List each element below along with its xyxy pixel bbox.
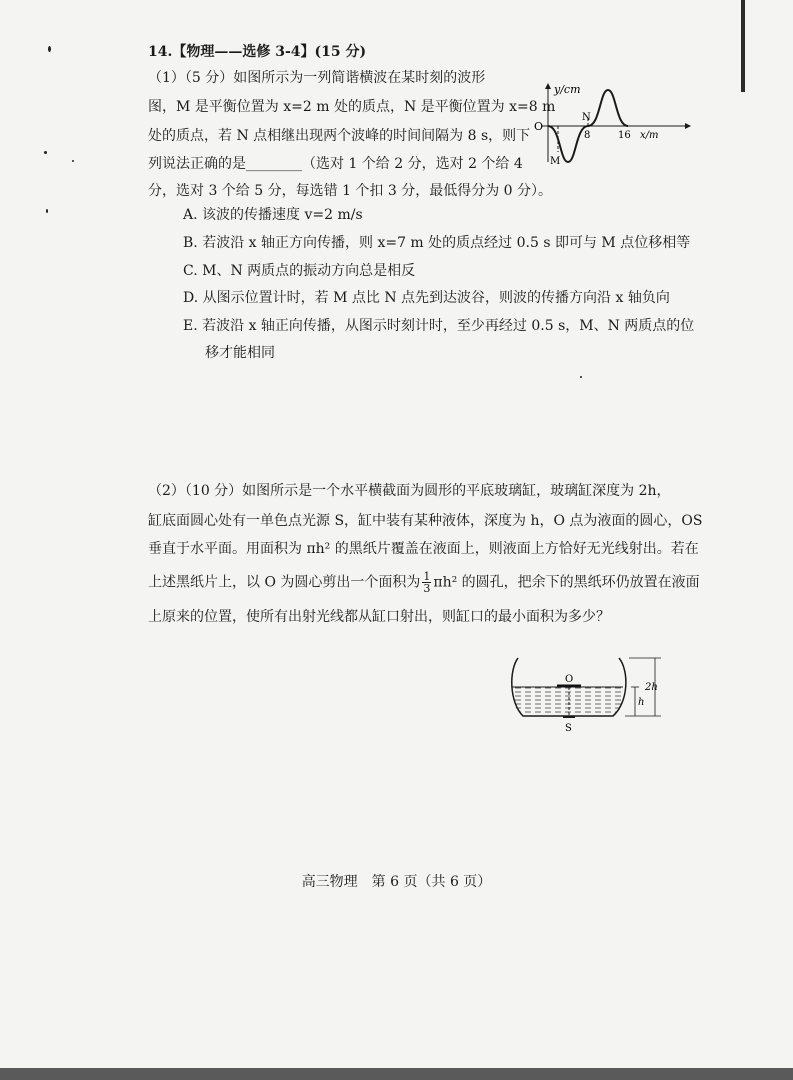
scan-speck: [72, 160, 74, 162]
part2-line-3: 垂直于水平面。用面积为 πh² 的黑纸片覆盖在液面上，则液面上方恰好无光线射出。若在: [148, 541, 699, 557]
option-b: B. 若波沿 x 轴正方向传播，则 x=7 m 处的质点经过 0.5 s 即可与 M 点位移相等: [183, 235, 691, 251]
part1-line-2: 图，M 是平衡位置为 x=2 m 处的质点，N 是平衡位置为 x=8 m: [148, 99, 556, 115]
origin-label: O: [534, 120, 544, 133]
scan-bottom-band: [0, 1068, 793, 1080]
label-o: O: [565, 674, 574, 685]
x-axis-label: x/m: [640, 130, 659, 141]
page-footer: 高三物理 第 6 页（共 6 页）: [301, 874, 492, 890]
tick-16: 16: [618, 130, 631, 141]
scan-speck: [44, 151, 47, 154]
label-s: S: [565, 723, 572, 734]
scan-speck: [580, 376, 582, 378]
fraction-one-third: $\frac{1}{3}$: [423, 570, 431, 595]
part2-line-5: 上原来的位置，使所有出射光线都从缸口射出，则缸口的最小面积为多少？: [148, 609, 610, 625]
option-e-continuation: 移才能相同: [205, 345, 275, 361]
part2-line-1: （2）（10 分）如图所示是一个水平横截面为圆形的平底玻璃缸，玻璃缸深度为 2h，: [148, 483, 671, 499]
question-title: 14.【物理——选修 3-4】(15 分): [148, 44, 367, 60]
part1-line-1: （1）（5 分）如图所示为一列简谐横波在某时刻的波形: [148, 70, 486, 86]
part2-line-4: 上述黑纸片上，以 O 为圆心剪出一个面积为 $\frac{1}{3}$ πh² 的圆孔，把余下的黑纸环仍放置在液面: [148, 570, 700, 595]
part1-line-3: 处的质点，若 N 点相继出现两个波峰的时间间隔为 8 s，则下: [148, 128, 531, 144]
part1-line-5: 分，选对 3 个给 5 分，每选错 1 个扣 3 分，最低得分为 0 分）。: [148, 183, 553, 199]
option-c: C. M、N 两质点的振动方向总是相反: [183, 263, 416, 279]
y-axis-label: y/cm: [554, 83, 581, 96]
option-d: D. 从图示位置计时，若 M 点比 N 点先到达波谷，则波的传播方向沿 x 轴负向: [183, 290, 670, 306]
point-n-label: N: [582, 112, 591, 123]
label-2h: 2h: [645, 682, 658, 693]
tick-8: 8: [584, 130, 591, 141]
option-a: A. 该波的传播速度 v=2 m/s: [183, 207, 363, 223]
point-m-label: M: [550, 156, 561, 166]
part1-line-4: 列说法正确的是________（选对 1 个给 2 分，选对 2 个给 4: [148, 156, 523, 172]
part2-line-2: 缸底面圆心处有一单色点光源 S，缸中装有某种液体，深度为 h，O 点为液面的圆心，OS: [148, 513, 703, 529]
scan-edge-mark: [741, 0, 745, 92]
wave-figure: [528, 80, 698, 166]
tank-figure: [505, 650, 670, 736]
liquid-fill: [512, 687, 623, 716]
label-h: h: [638, 697, 645, 708]
option-e: E. 若波沿 x 轴正向传播，从图示时刻计时，至少再经过 0.5 s，M、N 两质点的位: [183, 318, 695, 334]
scan-speck: [48, 46, 51, 52]
scan-speck: [46, 209, 48, 213]
